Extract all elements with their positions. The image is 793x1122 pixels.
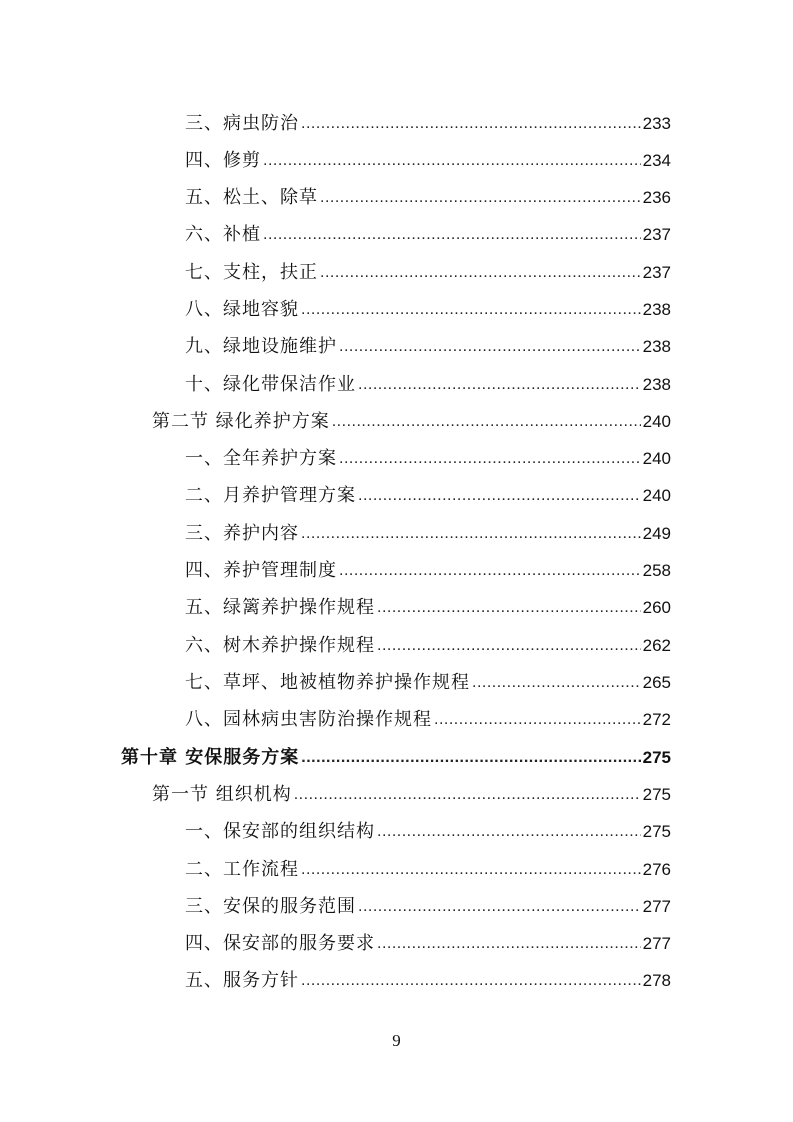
page-number: 9 [392,1031,401,1050]
toc-entry-title: 一、全年养护方案 [185,448,337,469]
toc-entry-title: 六、树木养护操作规程 [185,635,375,656]
dot-leader [377,821,641,843]
toc-entry[interactable] [185,664,671,694]
toc-section-entry[interactable] [152,403,671,433]
dot-leader [339,336,641,358]
toc-entry[interactable] [185,888,671,918]
toc-entry-page: 240 [642,449,671,468]
toc-entry-title: 八、园林病虫害防治操作规程 [185,709,432,730]
toc-chapter-entry[interactable] [121,739,671,769]
toc-entry[interactable] [185,254,671,284]
dot-leader [434,709,641,731]
toc-entry-page: 258 [642,561,671,580]
toc-entry-title: 第一节 组织机构 [152,784,292,805]
toc-entry-page: 277 [642,934,671,953]
dot-leader [339,560,641,582]
dot-leader [358,485,641,507]
toc-entry-page: 233 [642,114,671,133]
dot-leader [301,299,641,321]
toc-entry-title: 五、服务方针 [185,970,299,991]
dot-leader [301,970,641,992]
toc-entry-title: 五、松土、除草 [185,187,318,208]
toc-entry-title: 四、保安部的服务要求 [185,933,375,954]
dot-leader [377,597,641,619]
toc-entry[interactable] [185,552,671,582]
toc-entry-title: 第二节 绿化养护方案 [152,411,330,432]
toc-entry[interactable] [185,627,671,657]
toc-entry-page: 238 [642,337,671,356]
dot-leader [358,374,641,396]
toc-entry[interactable] [185,179,671,209]
toc-entry-page: 275 [642,822,671,841]
toc-entry-title: 第十章 安保服务方案 [121,747,300,768]
toc-entry[interactable] [185,440,671,470]
dot-leader [301,747,640,769]
toc-entry[interactable] [185,216,671,246]
toc-entry-page: 237 [642,263,671,282]
toc-entry-title: 六、补植 [185,224,261,245]
toc-entry-title: 二、工作流程 [185,859,299,880]
toc-section-entry[interactable] [152,776,671,806]
toc-entry-title: 三、安保的服务范围 [185,896,356,917]
toc-entry[interactable] [185,515,671,545]
toc-entry[interactable] [185,813,671,843]
dot-leader [320,262,641,284]
toc-entry-page: 272 [642,710,671,729]
toc-entry[interactable] [185,925,671,955]
toc-entry[interactable] [185,962,671,992]
toc-entry-title: 七、草坪、地被植物养护操作规程 [185,672,470,693]
toc-entry-title: 一、保安部的组织结构 [185,821,375,842]
toc-entry-page: 236 [642,188,671,207]
toc-entry-page: 277 [642,897,671,916]
toc-entry-page: 275 [642,785,671,804]
toc-entry[interactable] [185,366,671,396]
dot-leader [377,635,641,657]
toc-entry-title: 四、修剪 [185,150,261,171]
toc-entry[interactable] [185,291,671,321]
toc-entry[interactable] [185,701,671,731]
toc-entry-page: 276 [642,860,671,879]
toc-entry-page: 249 [642,524,671,543]
toc-entry-title: 三、病虫防治 [185,113,299,134]
dot-leader [377,933,641,955]
toc-entry-page: 262 [642,636,671,655]
toc-entry-title: 十、绿化带保洁作业 [185,374,356,395]
dot-leader [472,672,641,694]
dot-leader [332,411,641,433]
dot-leader [301,859,641,881]
toc-entry-page: 265 [642,673,671,692]
dot-leader [301,523,641,545]
dot-leader [339,448,641,470]
dot-leader [263,150,641,172]
toc-entry[interactable] [185,328,671,358]
toc-entry-title: 九、绿地设施维护 [185,336,337,357]
toc-entry[interactable] [185,105,671,135]
toc-entry-page: 275 [642,748,671,767]
dot-leader [263,224,641,246]
toc-entry-page: 237 [642,225,671,244]
toc-entry[interactable] [185,142,671,172]
toc-entry[interactable] [185,589,671,619]
toc-entry-page: 238 [642,300,671,319]
toc-entry-page: 260 [642,598,671,617]
toc-entry-page: 234 [642,151,671,170]
toc-entry-title: 七、支柱，扶正 [185,262,318,283]
dot-leader [320,187,641,209]
toc-entry-title: 五、绿篱养护操作规程 [185,597,375,618]
toc-entry[interactable] [185,477,671,507]
dot-leader [358,896,641,918]
toc-entry-title: 二、月养护管理方案 [185,485,356,506]
toc-entry-page: 238 [642,375,671,394]
toc-entry-title: 三、养护内容 [185,523,299,544]
toc-entry-page: 240 [642,486,671,505]
toc-entry[interactable] [185,851,671,881]
toc-entry-title: 八、绿地容貌 [185,299,299,320]
toc-entry-page: 278 [642,971,671,990]
toc-entry-title: 四、养护管理制度 [185,560,337,581]
dot-leader [294,784,641,806]
dot-leader [301,113,641,135]
toc-entry-page: 240 [642,412,671,431]
